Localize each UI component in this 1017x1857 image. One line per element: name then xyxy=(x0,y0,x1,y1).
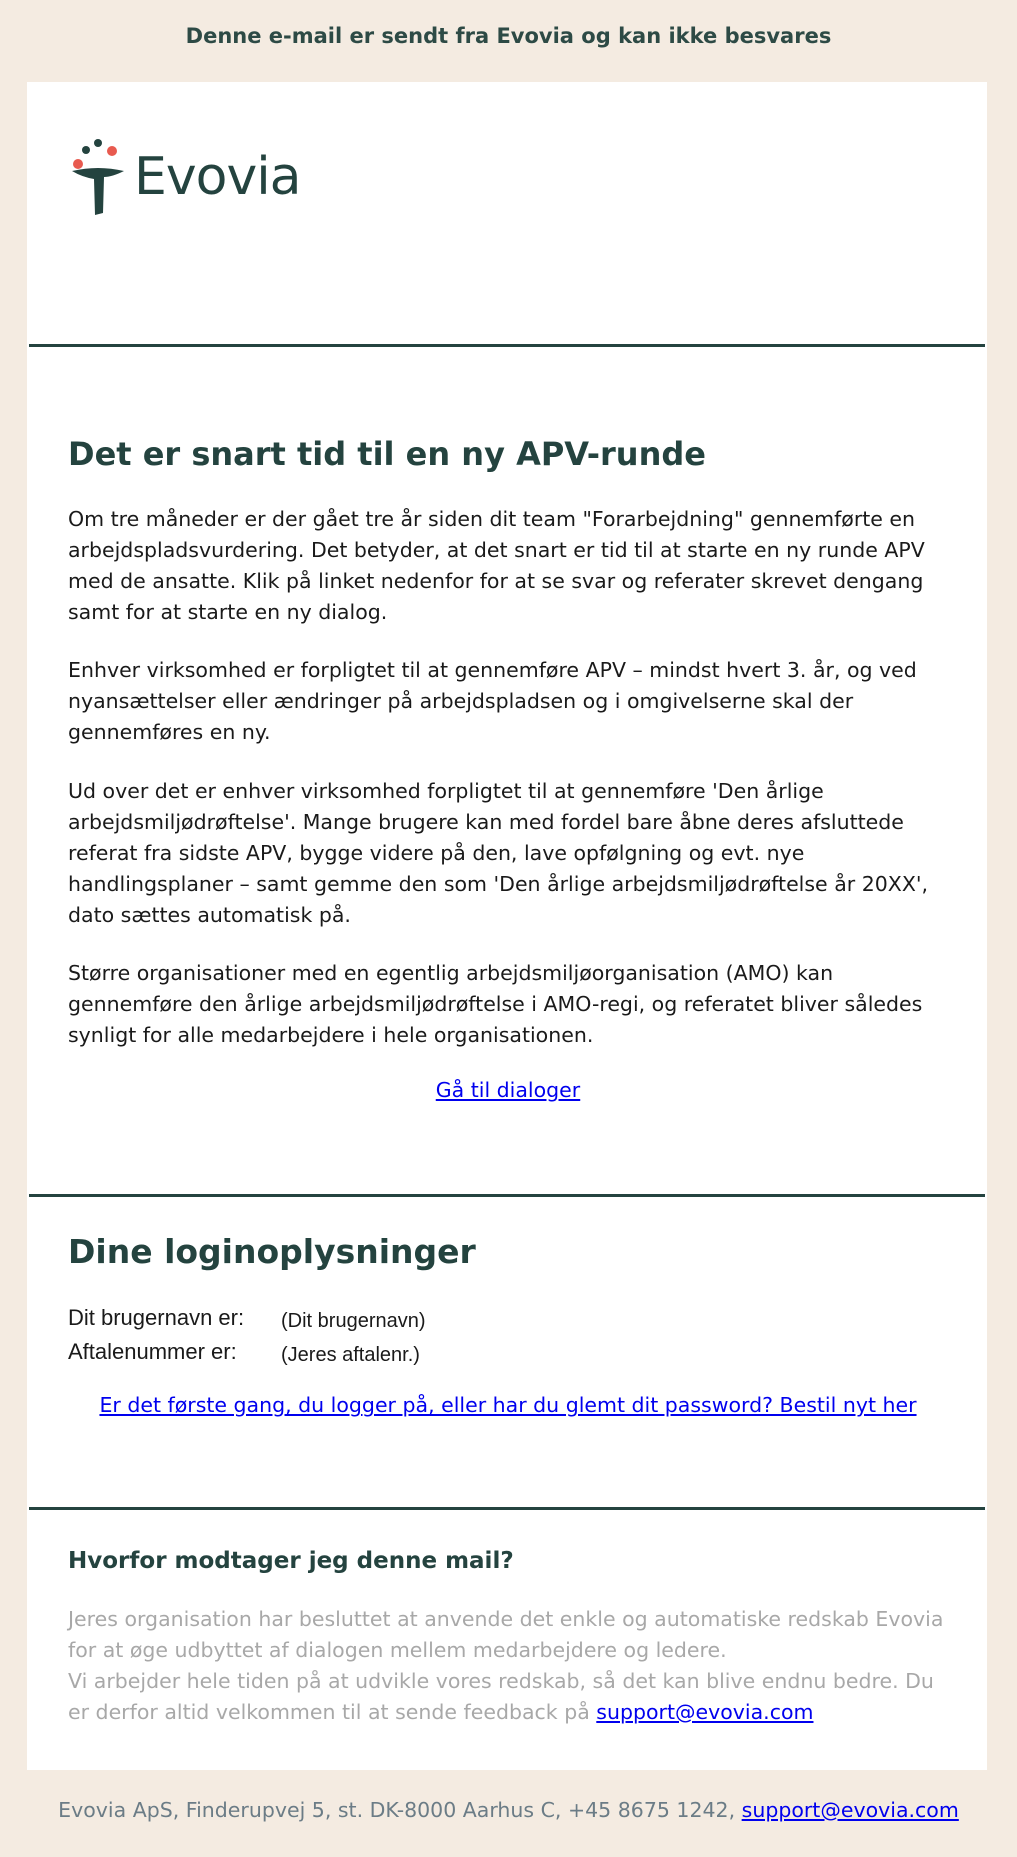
apv-paragraph-1: Om tre måneder er der gået tre år siden dit team "Forarbejdning" gennemførte en arbejdspladsvurdering. Det betyder, at det snart er tid til at starte en ny runde APV med de ansatte. Klik på linket nedenfor for at se svar og referater skrevet dengang samt for at starte en ny dialog. xyxy=(68,507,925,624)
why-paragraph-1: Jeres organisation har besluttet at anvende det enkle og automatiske redskab Evovia for at øge udbyttet af dialogen mellem medarbejdere og ledere. xyxy=(68,1607,944,1662)
logo-wordmark: Evovia xyxy=(134,147,301,207)
divider xyxy=(29,1507,985,1510)
apv-section xyxy=(68,434,948,474)
login-title: Dine loginoplysninger xyxy=(68,1232,476,1271)
login-section xyxy=(68,1232,948,1271)
divider xyxy=(29,1194,985,1197)
reset-password-link[interactable]: Er det første gang, du logger på, eller har du glemt dit password? Bestil nyt her xyxy=(99,1393,917,1417)
why-paragraph-2-text: Vi arbejder hele tiden på at udvikle vores redskab, så det kan blive endnu bedre. Du er derfor altid velkommen til at sende feedback på xyxy=(68,1669,934,1724)
apv-body xyxy=(68,504,948,628)
apv-paragraph-2: Enhver virksomhed er forpligtet til at gennemføre APV – mindst hvert 3. år, og ved nyansættelser eller ændringer på arbejdspladsen og i omgivelserne skal der gennemføres en ny. xyxy=(68,658,917,744)
username-value: (Dit brugernavn) xyxy=(281,1310,426,1332)
email-notice: Denne e-mail er sendt fra Evovia og kan ikke besvares xyxy=(185,24,832,48)
apv-body-3 xyxy=(68,776,948,931)
why-body xyxy=(68,1604,948,1728)
why-paragraph-2 xyxy=(68,1666,948,1728)
apv-title: Det er snart tid til en ny APV-runde xyxy=(68,435,706,473)
agreement-label: Aftalenummer er: xyxy=(68,1339,237,1364)
reset-link-row xyxy=(68,1393,948,1417)
evovia-logo xyxy=(68,137,328,217)
support-email-link[interactable]: support@evovia.com xyxy=(596,1700,814,1724)
why-section xyxy=(68,1548,948,1574)
agreement-value: (Jeres aftalenr.) xyxy=(281,1344,420,1366)
apv-body-2 xyxy=(68,655,948,748)
apv-paragraph-4: Større organisationer med en egentlig arbejdsmiljøorganisation (AMO) kan gennemføre den årlige arbejdsmiljødrøftelse i AMO-regi, og referatet bliver således synligt for alle medarbejdere i hele organisationen. xyxy=(68,961,923,1047)
apv-paragraph-3: Ud over det er enhver virksomhed forpligtet til at gennemføre 'Den årlige arbejdsmiljødrøftelse'. Mange brugere kan med fordel bare åbne deres afsluttede referat fra sidste APV, bygge videre på den, lave opfølgning og evt. nye handlingsplaner – samt gemme den som 'Den årlige arbejdsmiljødrøftelse år 20XX', dato sættes automatisk på. xyxy=(68,779,929,927)
why-title: Hvorfor modtager jeg denne mail? xyxy=(68,1548,514,1574)
dialog-link-row xyxy=(68,1078,948,1102)
email-card xyxy=(27,82,987,1770)
evovia-figure-icon xyxy=(68,137,130,217)
footer-email-link[interactable]: support@evovia.com xyxy=(741,1798,959,1822)
apv-body-4 xyxy=(68,958,948,1051)
footer-address: Evovia ApS, Finderupvej 5, st. DK-8000 Aarhus C, +45 8675 1242, xyxy=(58,1798,742,1822)
footer xyxy=(0,1798,1017,1822)
divider xyxy=(29,344,985,347)
go-to-dialogs-link[interactable]: Gå til dialoger xyxy=(435,1078,581,1102)
username-label: Dit brugernavn er: xyxy=(68,1305,245,1330)
